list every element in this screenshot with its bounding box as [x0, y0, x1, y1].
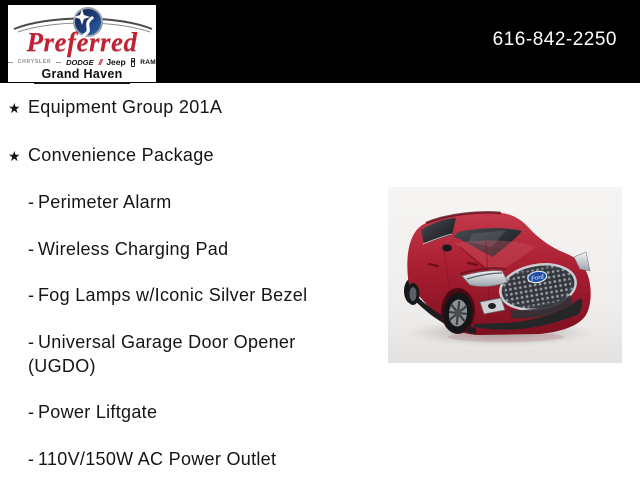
chrysler-wing-icon [8, 62, 13, 63]
feature-text: Equipment Group 201A [28, 97, 223, 117]
dash-bullet: - [28, 238, 35, 259]
dash-bullet: - [28, 331, 35, 352]
dealer-logo [8, 5, 156, 82]
brand-chrysler: CHRYSLER [17, 59, 52, 65]
dash-bullet: - [28, 285, 35, 305]
feature-item [0, 447, 336, 471]
chrysler-wing-icon [56, 62, 61, 63]
feature-text: Wireless Charging Pad [38, 238, 229, 259]
brand-ram: RAM [140, 58, 156, 66]
feature-item [0, 400, 336, 424]
feature-item [0, 95, 336, 120]
dash-bullet: - [28, 402, 35, 422]
dealer-name: Preferred [26, 27, 138, 57]
dealer-city: Grand Haven [34, 67, 129, 84]
feature-text: Power Liftgate [38, 402, 158, 422]
features-list [0, 95, 336, 493]
vehicle-photo [388, 187, 622, 363]
header-bar [0, 0, 640, 83]
brand-dodge: DODGE [66, 57, 94, 67]
dodge-slashes-icon: // [98, 57, 102, 67]
feature-text: Convenience Package [28, 144, 214, 165]
car-illustration [388, 187, 622, 363]
feature-item [0, 330, 336, 378]
dash-bullet: - [28, 448, 35, 469]
star-bullet-icon: ★ [8, 100, 21, 116]
feature-item [0, 237, 336, 261]
feature-item [0, 283, 336, 307]
feature-text: Universal Garage Door Opener (UGDO) [28, 331, 296, 376]
dealer-city-wrap [8, 65, 156, 84]
star-bullet-icon: ★ [8, 147, 21, 164]
dash-bullet: - [28, 192, 35, 212]
ford-badge-text: Ford [530, 273, 545, 283]
feature-item [0, 143, 336, 168]
feature-text: 110V/150W AC Power Outlet [38, 448, 277, 469]
brand-jeep: Jeep [106, 57, 126, 67]
phone-number: 616-842-2250 [492, 29, 617, 50]
feature-text: Fog Lamps w/Iconic Silver Bezel [38, 285, 308, 305]
feature-item [0, 190, 336, 214]
feature-text: Perimeter Alarm [38, 192, 172, 212]
